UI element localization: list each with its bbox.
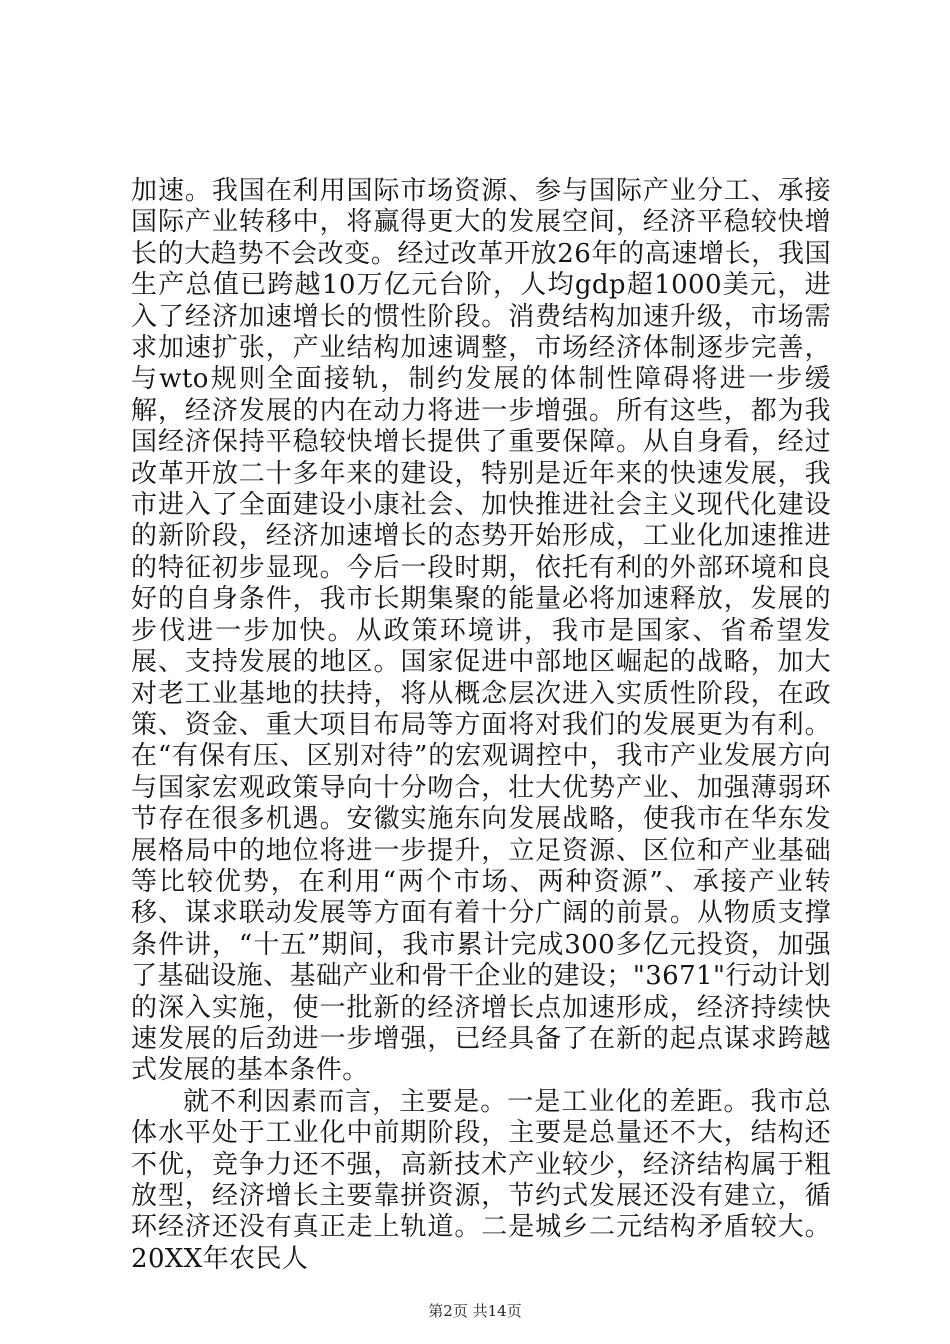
body-paragraph-2: 就不利因素而言，主要是。一是工业化的差距。我市总体水平处于工业化中前期阶段，主要是总量还不大，结构还不优，竞争力还不强，高新技术产业较少，经济结构属于粗放型，经济增长主要靠拼资源，节约式发展还没有建立，循环经济还没有真正走上轨道。二是城乡二元结构矛盾较大。20XX年农民人 [131, 1086, 831, 1274]
document-body [131, 176, 831, 1275]
body-paragraph-1: 加速。我国在利用国际市场资源、参与国际产业分工、承接国际产业转移中，将赢得更大的发展空间，经济平稳较快增长的大趋势不会改变。经过改革开放26年的高速增长，我国生产总值已跨越10万亿元台阶，人均gdp超1000美元，进入了经济加速增长的惯性阶段。消费结构加速升级，市场需求加速扩张，产业结构加速调整，市场经济体制逐步完善，与wto规则全面接轨，制约发展的体制性障碍将进一步缓解，经济发展的内在动力将进一步增强。所有这些，都为我国经济保持平稳较快增长提供了重要保障。从自身看，经过改革开放二十多年来的建设，特别是近年来的快速发展，我市进入了全面建设小康社会、加快推进社会主义现代化建设的新阶段，经济加速增长的态势开始形成，工业化加速推进的特征初步显现。今后一段时期，依托有利的外部环境和良好的自身条件，我市长期集聚的能量必将加速释放，发展的步伐进一步加快。从政策环境讲，我市是国家、省希望发展、支持发展的地区。国家促进中部地区崛起的战略，加大对老工业基地的扶持，将从概念层次进入实质性阶段，在政策、资金、重大项目布局等方面将对我们的发展更为有利。在“有保有压、区别对待”的宏观调控中，我市产业发展方向与国家宏观政策导向十分吻合，壮大优势产业、加强薄弱环节存在很多机遇。安徽实施东向发展战略，使我市在华东发展格局中的地位将进一步提升，立足资源、区位和产业基础等比较优势，在利用“两个市场、两种资源”、承接产业转移、谋求联动发展等方面有着十分广阔的前景。从物质支撑条件讲，“十五”期间，我市累计完成300多亿元投资，加强了基础设施、基础产业和骨干企业的建设；"3671"行动计划的深入实施，使一批新的经济增长点加速形成，经济持续快速发展的后劲进一步增强，已经具备了在新的起点谋求跨越式发展的基本条件。 [131, 176, 831, 1086]
page-number-footer: 第2页 共14页 [428, 1302, 522, 1320]
